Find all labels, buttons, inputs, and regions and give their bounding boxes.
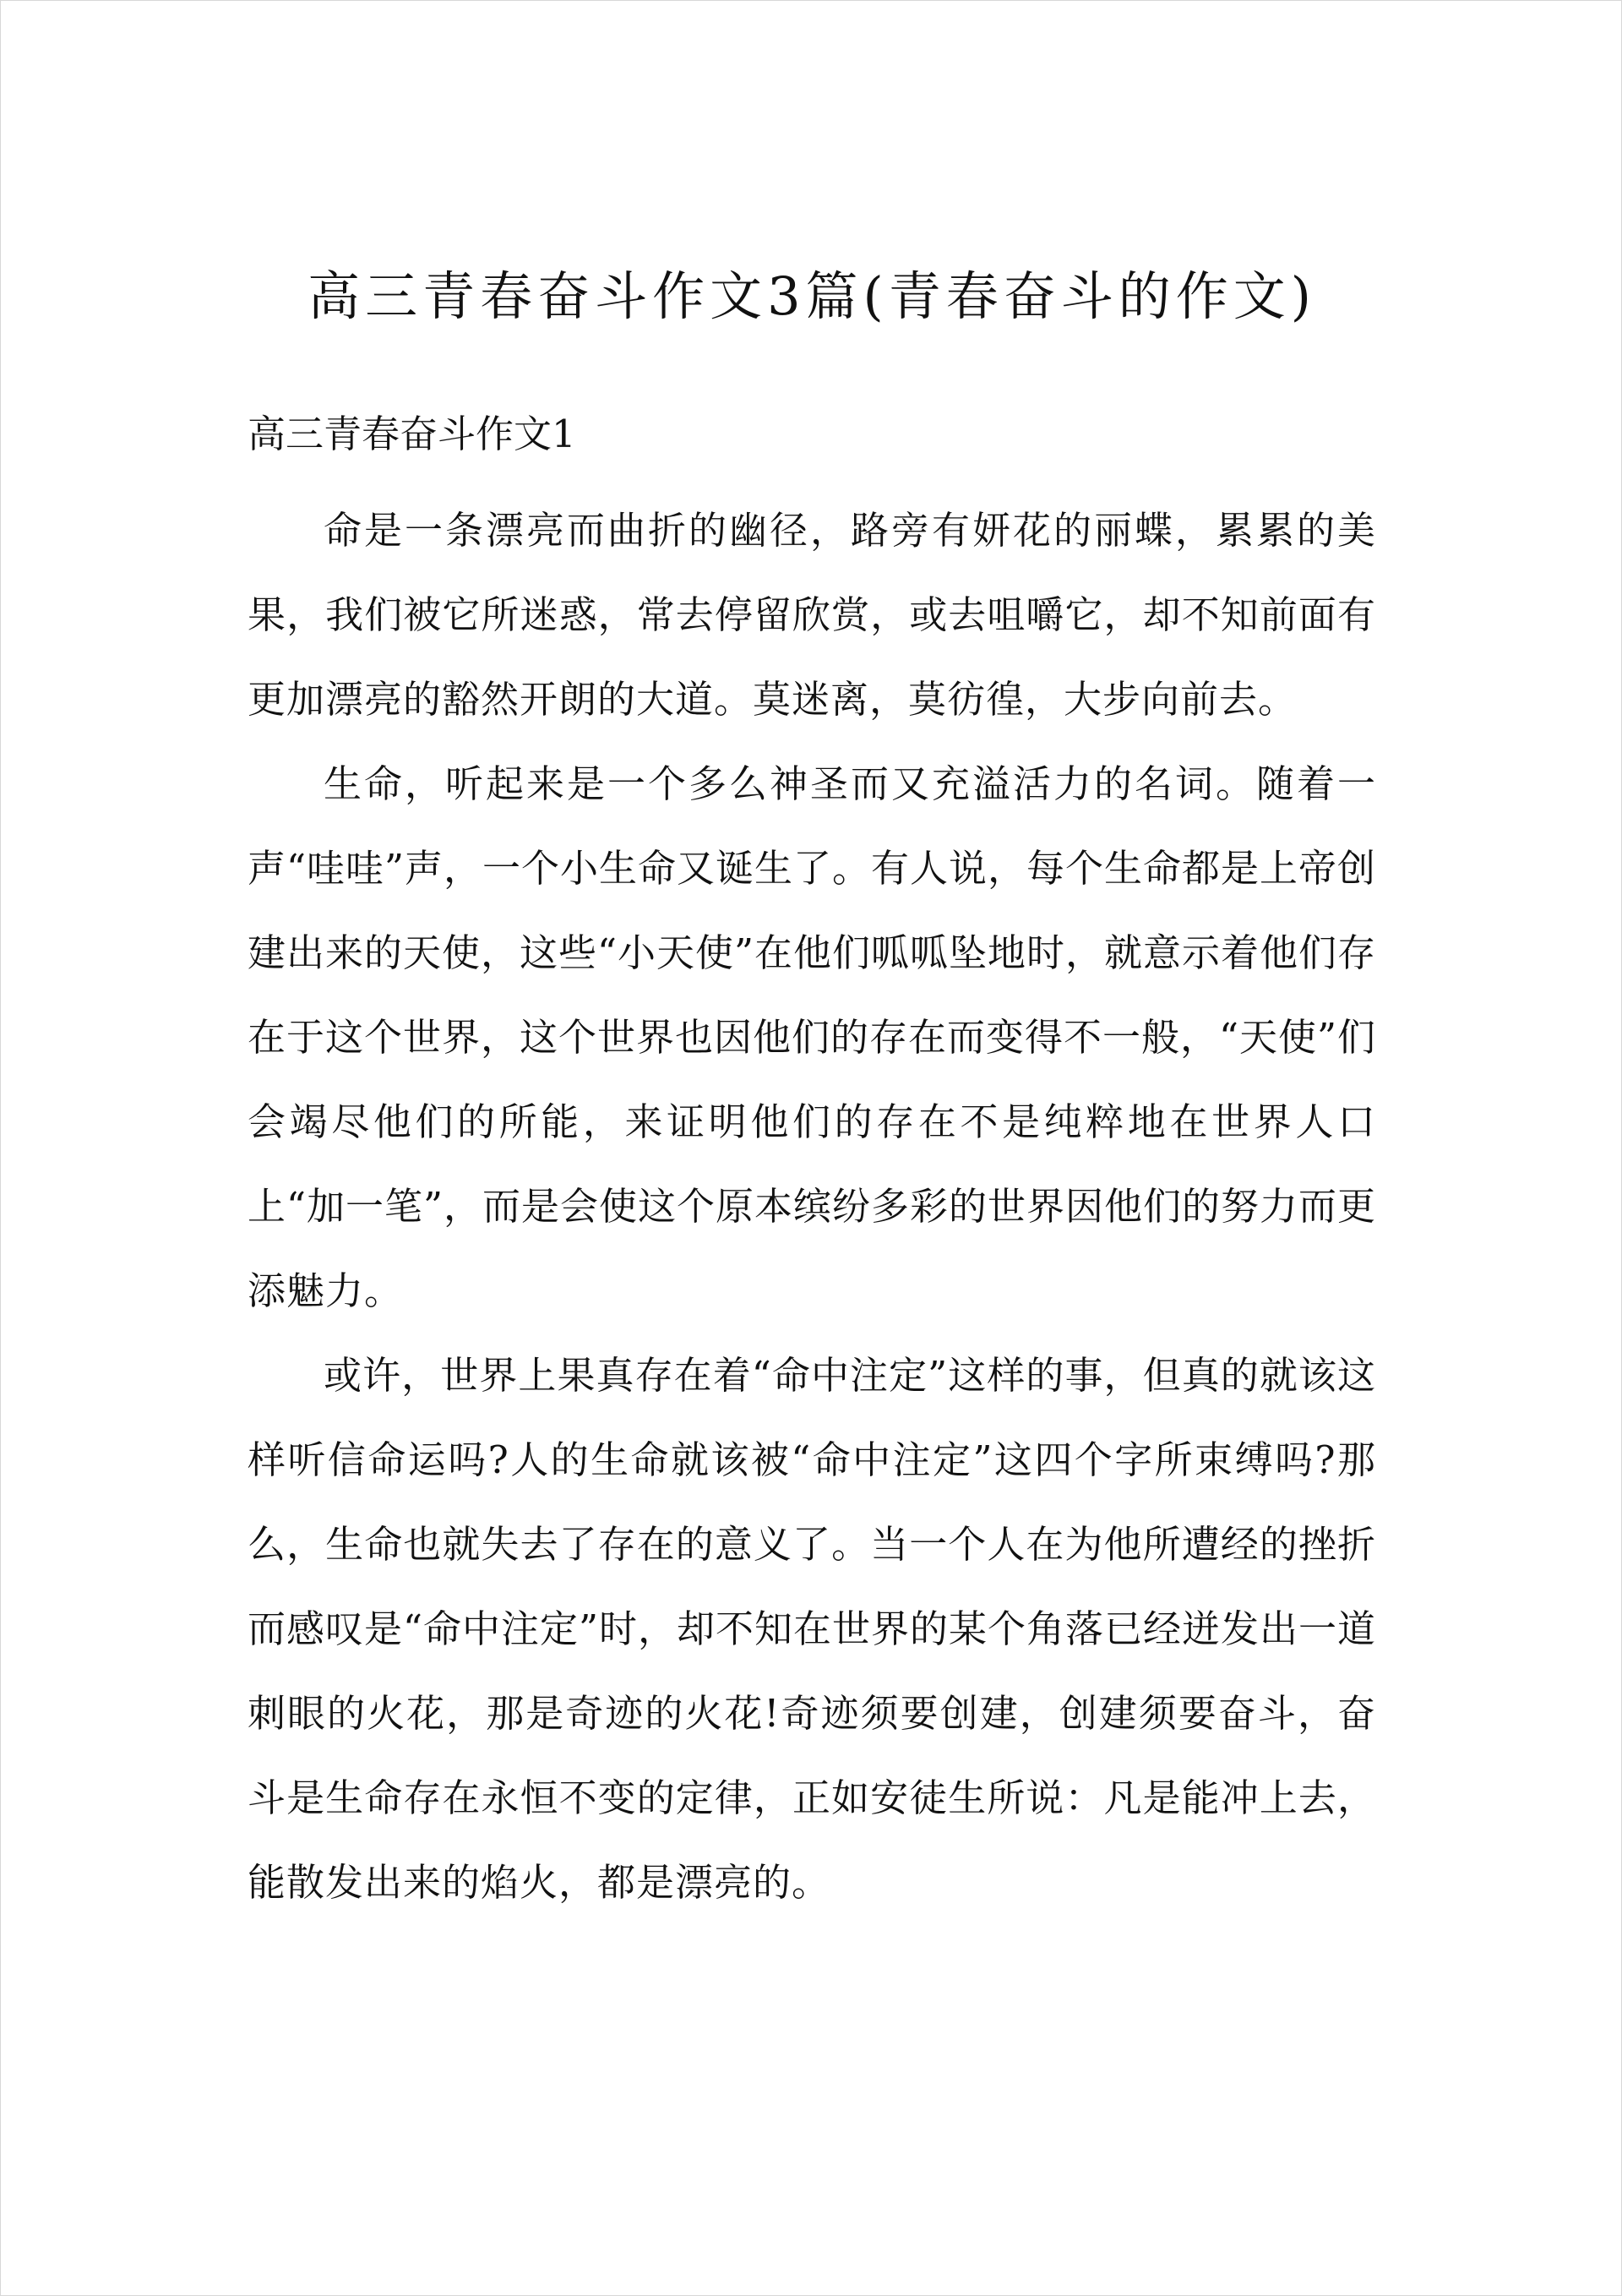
section-heading: 高三青春奋斗作文1 <box>248 412 576 456</box>
paragraph: 生命，听起来是一个多么神圣而又充溢活力的名词。随着一声“哇哇”声，一个小生命又诞生了。有人说，每个生命都是上帝创建出来的天使，这些“小天使”在他们呱呱坠地时，就意示着他们存在于这个世界，这个世界也因他们的存在而变得不一般，“天使”们会竭尽他们的所能，来证明他们的存在不是纯粹地在世界人口上“加一笔”，而是会使这个原本缤纷多彩的世界因他们的努力而更添魅力。 <box>248 761 1377 1313</box>
document-title: 高三青春奋斗作文3篇(青春奋斗的作文) <box>308 265 1316 327</box>
paragraph: 命是一条漂亮而曲折的幽径，路旁有妍花的丽蝶，累累的美果，我们被它所迷惑，常去停留欣赏，或去咀嚼它，却不知前面有更加漂亮的豁然开朗的大道。莫迷离，莫彷徨，大步向前去。 <box>248 508 1376 722</box>
document-body <box>248 488 1376 1925</box>
paragraph: 或许，世界上果真存在着“命中注定”这样的事，但真的就该这样听信命运吗?人的生命就该被“命中注定”这四个字所束缚吗?那么，生命也就失去了存在的意义了。当一个人在为他所遭经的挫折而感叹是“命中注定”时，却不知在世界的某个角落已经迸发出一道刺眼的火花，那是奇迹的火花!奇迹须要创建，创建须要奋斗，奋斗是生命存在永恒不变的定律，正如安徒生所说：凡是能冲上去，能散发出来的焰火，都是漂亮的。 <box>248 1353 1377 1905</box>
